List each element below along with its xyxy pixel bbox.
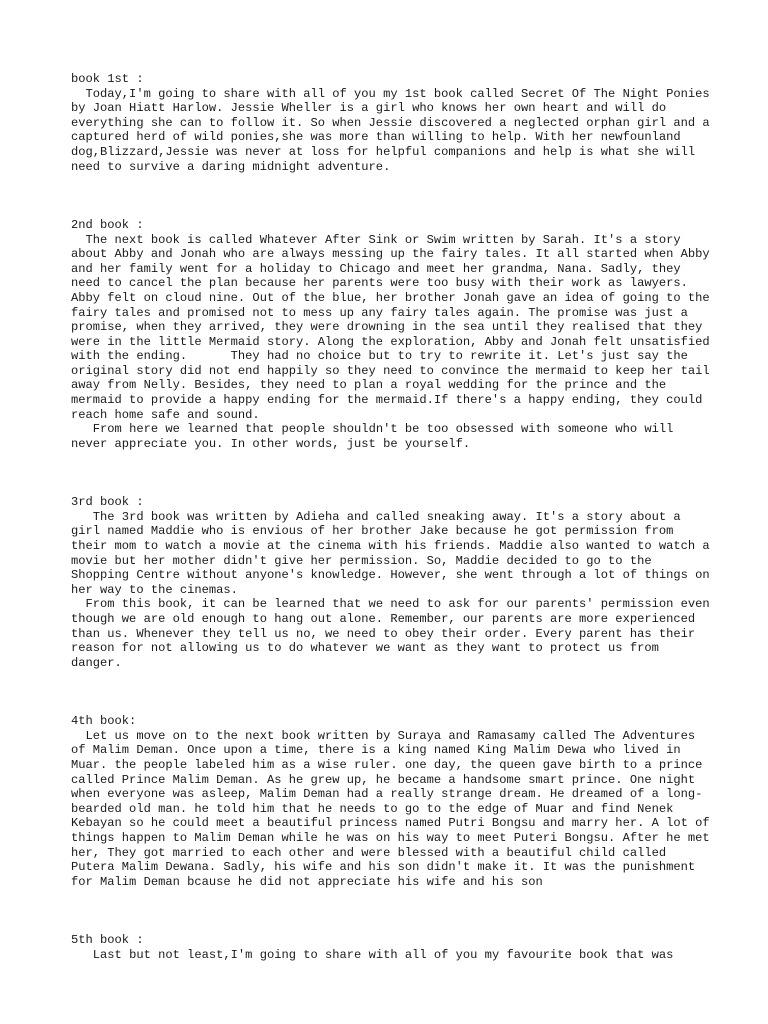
book-5-section [71, 933, 711, 962]
book-4-section [71, 714, 717, 889]
book-3-section [71, 495, 717, 670]
paragraph: The 3rd book was written by Adieha and called sneaking away. It's a story about a girl named Maddie who is envious of her brother Jake because he got permission from their mom to watch a movie at the cinema with his friends. Maddie also wanted to watch a movie but her mother didn't give her permission. So, Maddie decided to go to the Shopping Centre without anyone's knowledge. However, she went through a lot of things on her way to the cinemas. [71, 509, 717, 597]
section-heading: 5th book : [71, 933, 144, 948]
paragraph: The next book is called Whatever After Sink or Swim written by Sarah. It's a story about Abby and Jonah who are always messing up the fairy tales. It all started when Abby and her family went for a holiday to Chicago and meet her grandma, Nana. Sadly, they need to cancel the plan because her parents were too busy with their work as lawyers. Abby felt on cloud nine. Out of the blue, her brother Jonah gave an idea of going to the fairy tales and promised not to mess up any fairy tales again. The promise was just a promise, when they arrived, they were drowning in the sea until they realised that they were in the little Mermaid story. Along the exploration, Abby and Jonah felt unsatisfied with the ending. They had no choice but to try to rewrite it. Let's just say the original story did not end happily so they need to convince the mermaid to keep her tail away from Nelly. Besides, they need to plan a royal wedding for the prince and the mermaid to provide a happy ending for the mermaid.If there's a happy ending, they could reach home safe and sound. [71, 232, 717, 422]
paragraph: From here we learned that people shouldn't be too obsessed with someone who will never appreciate you. In other words, just be yourself. [71, 422, 681, 451]
paragraph: From this book, it can be learned that we need to ask for our parents' permission even though we are old enough to hang out alone. Remember, our parents are more experienced than us. Whenever they tell us no, we need to obey their order. Every parent has their reason for not allowing us to do whatever we want as they want to protect us from danger. [71, 597, 717, 670]
book-1-section [71, 72, 717, 174]
paragraph: Let us move on to the next book written by Suraya and Ramasamy called The Adventures of Malim Deman. Once upon a time, there is a king named King Malim Dewa who lived in Muar. the people labeled him as a wise ruler. one day, the queen gave birth to a prince called Prince Malim Deman. As he grew up, he became a handsome smart prince. One night when everyone was asleep, Malim Deman had a really strange dream. He dreamed of a long-bearded old man. he told him that he needs to go to the edge of Muar and find Nenek Kebayan so he could meet a beautiful princess named Putri Bongsu and marry her. A lot of things happen to Malim Deman while he was on his way to meet Puteri Bongsu. After he met her, They got married to each other and were blessed with a beautiful child called Putera Malim Dewana. Sadly, his wife and his son didn't make it. It was the punishment for Malim Deman bcause he did not appreciate his wife and his son [71, 728, 717, 889]
paragraph: Last but not least,I'm going to share with all of you my favourite book that was [71, 947, 674, 962]
book-2-section [71, 217, 717, 452]
paragraph: Today,I'm going to share with all of you my 1st book called Secret Of The Night Ponies by Joan Hiatt Harlow. Jessie Wheller is a girl who knows her own heart and will do everything she can to follow it. So when Jessie discovered a neglected orphan girl and a captured herd of wild ponies,she was more than willing to help. With her newfounland dog,Blizzard,Jessie was never at loss for helpful companions and help is what she will need to survive a daring midnight adventure. [71, 86, 717, 174]
document-page [71, 72, 717, 962]
section-heading: 4th book: [71, 714, 137, 729]
section-heading: 3rd book : [71, 495, 144, 510]
section-heading: book 1st : [71, 72, 144, 86]
section-heading: 2nd book : [71, 217, 144, 232]
